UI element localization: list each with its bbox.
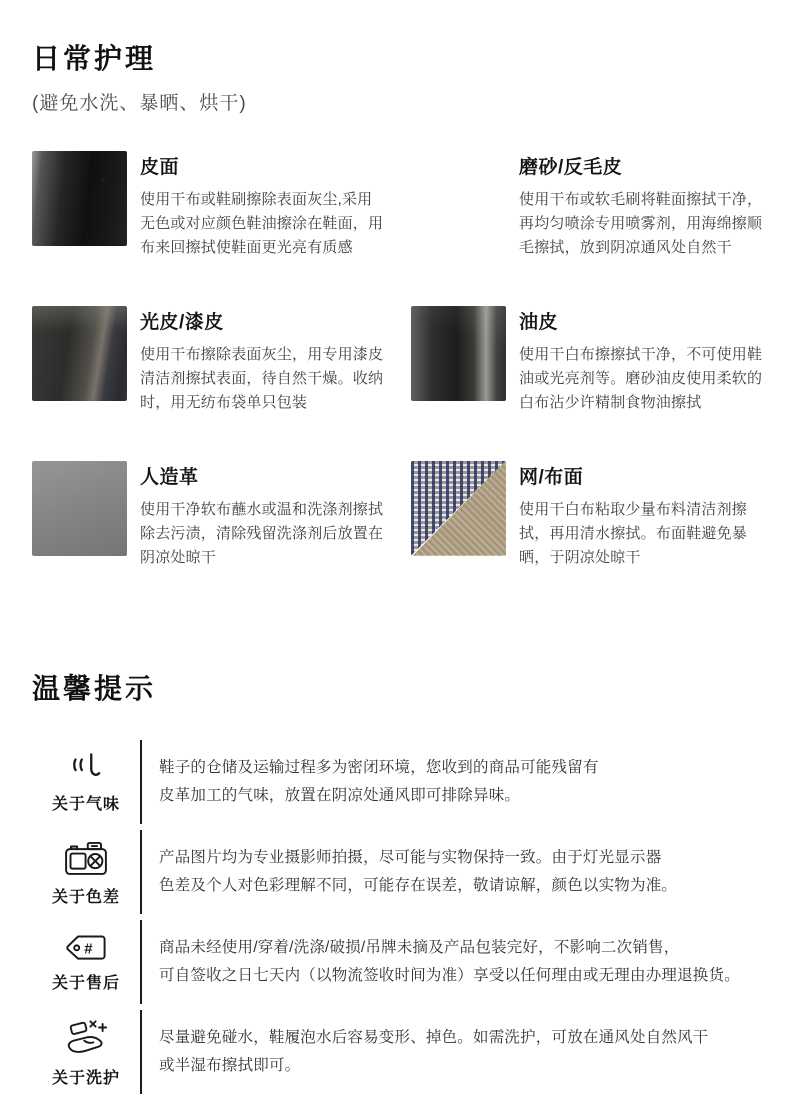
care-item-desc: 使用干白布粘取少量布料清洁剂擦拭，再用清水擦拭。布面鞋避免暴晒，于阴凉处晾干 (519, 500, 748, 566)
tip-label: 关于洗护 (51, 1069, 120, 1087)
tip-text-line: 可自签收之日七天内（以物流签收时间为准）享受以任何理由或无理由办理退换货。 (159, 967, 740, 985)
tip-text-line: 尽量避免碰水，鞋履泡水后容易变形、掉色。如需洗护，可放在通风处自然风干 (159, 1029, 709, 1047)
tip-text-line: 产品图片均为专业摄影师拍摄，尽可能与实物保持一致。由于灯光显示器 (159, 849, 662, 867)
tip-row-odor (32, 737, 764, 827)
tip-text-line: 色差及个人对色彩理解不同，可能存在误差，敬请谅解，颜色以实物为准。 (159, 877, 678, 895)
care-item-title: 光皮/漆皮 (140, 311, 224, 333)
tip-text-line: 鞋子的仓储及运输过程多为密闭环境，您收到的商品可能残留有 (159, 759, 599, 777)
care-item-title: 网/布面 (519, 466, 584, 488)
svg-text:#: # (84, 939, 93, 957)
synthetic-leather-swatch-image (32, 461, 127, 556)
tip-text-line: 或半湿布擦拭即可。 (159, 1057, 301, 1075)
black-leather-swatch-image (32, 151, 127, 246)
care-item-title: 磨砂/反毛皮 (519, 156, 623, 178)
tip-text-line: 皮革加工的气味，放置在阴凉处通风即可排除异味。 (159, 787, 521, 805)
tips-list (32, 737, 764, 1097)
smell-icon (65, 751, 107, 785)
care-item-title: 人造革 (140, 466, 199, 488)
care-item-patent (32, 306, 385, 415)
tip-text (142, 737, 764, 827)
mesh-fabric-swatch-image (411, 461, 506, 556)
care-item-desc: 使用干布擦除表面灰尘，用专用漆皮清洁剂擦拭表面，待自然干燥。收纳时，用无纺布袋单只包装 (140, 345, 384, 411)
care-grid (32, 151, 764, 570)
tip-text (142, 917, 764, 1007)
daily-care-subtitle: (避免水洗、暴晒、烘干) (32, 92, 247, 114)
tip-text (142, 1007, 764, 1097)
care-item-title: 油皮 (519, 311, 559, 333)
daily-care-title: 日常护理 (32, 43, 157, 74)
camera-icon (63, 838, 109, 878)
hand-wash-icon (63, 1017, 109, 1059)
tip-text (142, 827, 764, 917)
tip-text-line: 商品未经使用/穿着/洗涤/破损/吊牌未摘及产品包装完好，不影响二次销售， (159, 939, 680, 957)
care-item-synthetic (32, 461, 385, 570)
care-item-desc: 使用干白布擦擦拭干净，不可使用鞋油或光亮剂等。磨砂油皮使用柔软的白布沾少许精制食物油擦拭 (519, 345, 763, 411)
care-item-desc: 使用干布或鞋刷擦除表面灰尘,采用无色或对应颜色鞋油擦涂在鞋面，用布来回擦拭使鞋面更光亮有质感 (140, 190, 384, 256)
tip-row-washing (32, 1007, 764, 1097)
tip-row-color-difference (32, 827, 764, 917)
tip-label: 关于气味 (51, 795, 120, 813)
tip-label: 关于色差 (51, 888, 120, 906)
care-item-leather (32, 151, 385, 260)
warm-tips-section (32, 672, 764, 1098)
care-item-desc: 使用干布或软毛刷将鞋面擦拭干净，再均匀喷涂专用喷雾剂，用海绵擦顺毛擦拭，放到阴凉通风处自然干 (519, 190, 763, 256)
care-item-mesh-fabric (411, 461, 764, 570)
patent-leather-swatch-image (32, 306, 127, 401)
tips-title: 温馨提示 (32, 672, 157, 704)
price-tag-icon (63, 932, 109, 964)
tip-label: 关于售后 (51, 974, 120, 992)
daily-care-section (32, 42, 764, 570)
tip-row-after-sales (32, 917, 764, 1007)
oil-leather-swatch-image (411, 306, 506, 401)
care-item-suede (411, 151, 764, 260)
care-item-oil-leather (411, 306, 764, 415)
suede-swatch-image (411, 151, 506, 246)
care-item-desc: 使用干净软布蘸水或温和洗涤剂擦拭除去污渍，清除残留洗涤剂后放置在阴凉处晾干 (140, 500, 384, 566)
care-item-title: 皮面 (140, 156, 180, 178)
